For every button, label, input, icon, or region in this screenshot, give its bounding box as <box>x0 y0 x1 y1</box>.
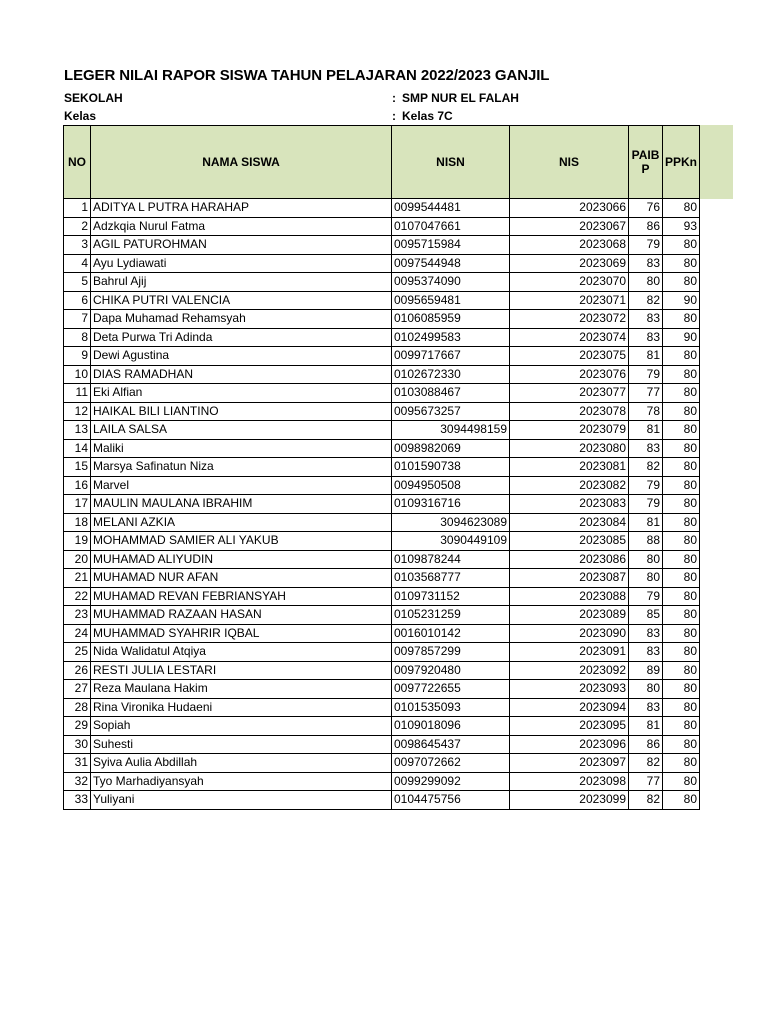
student-name-cell: Yuliyani <box>91 791 392 810</box>
nis-cell: 2023089 <box>510 606 629 625</box>
student-name-cell: MUHAMMAD SYAHRIR IQBAL <box>91 624 392 643</box>
nis-cell: 2023079 <box>510 421 629 440</box>
row-number-cell: 27 <box>64 680 91 699</box>
ppkn-score-cell: 80 <box>663 643 700 662</box>
nis-cell: 2023068 <box>510 236 629 255</box>
nisn-cell: 0101590738 <box>392 458 510 477</box>
ppkn-score-cell: 80 <box>663 698 700 717</box>
row-number-cell: 8 <box>64 328 91 347</box>
nis-cell: 2023092 <box>510 661 629 680</box>
table-row <box>64 458 700 477</box>
paibp-score-cell: 83 <box>629 643 663 662</box>
ppkn-score-cell: 80 <box>663 550 700 569</box>
paibp-score-cell: 83 <box>629 254 663 273</box>
nisn-cell: 0095374090 <box>392 273 510 292</box>
nisn-cell: 0099717667 <box>392 347 510 366</box>
nisn-cell: 0106085959 <box>392 310 510 329</box>
nisn-cell: 3094623089 <box>392 513 510 532</box>
column-header-paibp: PAIBP <box>629 126 663 199</box>
nis-cell: 2023070 <box>510 273 629 292</box>
nis-cell: 2023071 <box>510 291 629 310</box>
nis-cell: 2023076 <box>510 365 629 384</box>
table-row <box>64 476 700 495</box>
nisn-cell: 0095659481 <box>392 291 510 310</box>
column-header-ppkn: PPKn <box>663 126 700 199</box>
row-number-cell: 31 <box>64 754 91 773</box>
ppkn-score-cell: 80 <box>663 236 700 255</box>
table-row <box>64 735 700 754</box>
ppkn-score-cell: 80 <box>663 458 700 477</box>
paibp-score-cell: 79 <box>629 476 663 495</box>
ppkn-score-cell: 80 <box>663 735 700 754</box>
row-number-cell: 12 <box>64 402 91 421</box>
paibp-score-cell: 81 <box>629 513 663 532</box>
table-row <box>64 606 700 625</box>
nisn-cell: 0102672330 <box>392 365 510 384</box>
nis-cell: 2023075 <box>510 347 629 366</box>
ppkn-score-cell: 80 <box>663 569 700 588</box>
table-row <box>64 532 700 551</box>
row-number-cell: 19 <box>64 532 91 551</box>
student-name-cell: Deta Purwa Tri Adinda <box>91 328 392 347</box>
table-row <box>64 754 700 773</box>
school-label: SEKOLAH <box>64 91 123 105</box>
row-number-cell: 26 <box>64 661 91 680</box>
paibp-score-cell: 83 <box>629 698 663 717</box>
paibp-score-cell: 79 <box>629 495 663 514</box>
row-number-cell: 25 <box>64 643 91 662</box>
ppkn-score-cell: 80 <box>663 310 700 329</box>
nis-cell: 2023081 <box>510 458 629 477</box>
school-value: SMP NUR EL FALAH <box>402 91 519 105</box>
student-name-cell: Nida Walidatul Atqiya <box>91 643 392 662</box>
student-name-cell: Sopiah <box>91 717 392 736</box>
table-row <box>64 421 700 440</box>
student-name-cell: Tyo Marhadiyansyah <box>91 772 392 791</box>
nisn-cell: 3094498159 <box>392 421 510 440</box>
nis-cell: 2023082 <box>510 476 629 495</box>
paibp-score-cell: 82 <box>629 291 663 310</box>
nis-cell: 2023074 <box>510 328 629 347</box>
ppkn-score-cell: 80 <box>663 439 700 458</box>
student-name-cell: Suhesti <box>91 735 392 754</box>
row-number-cell: 21 <box>64 569 91 588</box>
nisn-cell: 0104475756 <box>392 791 510 810</box>
table-row <box>64 661 700 680</box>
nisn-cell: 0094950508 <box>392 476 510 495</box>
nisn-cell: 0016010142 <box>392 624 510 643</box>
paibp-score-cell: 77 <box>629 384 663 403</box>
nisn-cell: 0098645437 <box>392 735 510 754</box>
table-row <box>64 402 700 421</box>
student-name-cell: Syiva Aulia Abdillah <box>91 754 392 773</box>
nisn-cell: 0103568777 <box>392 569 510 588</box>
class-label: Kelas <box>64 109 97 123</box>
row-number-cell: 4 <box>64 254 91 273</box>
nis-cell: 2023083 <box>510 495 629 514</box>
paibp-score-cell: 89 <box>629 661 663 680</box>
paibp-score-cell: 77 <box>629 772 663 791</box>
row-number-cell: 22 <box>64 587 91 606</box>
nis-cell: 2023086 <box>510 550 629 569</box>
table-row <box>64 328 700 347</box>
student-name-cell: Rina Vironika Hudaeni <box>91 698 392 717</box>
student-name-cell: Reza Maulana Hakim <box>91 680 392 699</box>
nis-cell: 2023093 <box>510 680 629 699</box>
row-number-cell: 20 <box>64 550 91 569</box>
nis-cell: 2023091 <box>510 643 629 662</box>
column-header-name: NAMA SISWA <box>91 126 392 199</box>
table-row <box>64 791 700 810</box>
row-number-cell: 24 <box>64 624 91 643</box>
column-header-nis: NIS <box>510 126 629 199</box>
nisn-cell: 0097544948 <box>392 254 510 273</box>
nis-cell: 2023097 <box>510 754 629 773</box>
table-row <box>64 236 700 255</box>
column-header-nisn: NISN <box>392 126 510 199</box>
table-row <box>64 772 700 791</box>
nisn-cell: 0109316716 <box>392 495 510 514</box>
nisn-cell: 0103088467 <box>392 384 510 403</box>
ppkn-score-cell: 80 <box>663 772 700 791</box>
ppkn-score-cell: 80 <box>663 587 700 606</box>
nis-cell: 2023077 <box>510 384 629 403</box>
ppkn-score-cell: 80 <box>663 754 700 773</box>
nisn-cell: 0109018096 <box>392 717 510 736</box>
nis-cell: 2023084 <box>510 513 629 532</box>
nisn-cell: 0109731152 <box>392 587 510 606</box>
ppkn-score-cell: 80 <box>663 513 700 532</box>
table-row <box>64 291 700 310</box>
ppkn-score-cell: 93 <box>663 217 700 236</box>
paibp-score-cell: 82 <box>629 458 663 477</box>
paibp-score-cell: 79 <box>629 236 663 255</box>
ppkn-score-cell: 80 <box>663 384 700 403</box>
table-row <box>64 217 700 236</box>
row-number-cell: 15 <box>64 458 91 477</box>
table-row <box>64 347 700 366</box>
table-row <box>64 495 700 514</box>
paibp-score-cell: 83 <box>629 328 663 347</box>
paibp-score-cell: 80 <box>629 550 663 569</box>
paibp-score-cell: 81 <box>629 347 663 366</box>
student-name-cell: Marsya Safinatun Niza <box>91 458 392 477</box>
ppkn-score-cell: 80 <box>663 347 700 366</box>
ppkn-score-cell: 80 <box>663 273 700 292</box>
student-name-cell: MUHAMAD NUR AFAN <box>91 569 392 588</box>
ppkn-score-cell: 80 <box>663 476 700 495</box>
nis-cell: 2023090 <box>510 624 629 643</box>
nisn-cell: 0097072662 <box>392 754 510 773</box>
nis-cell: 2023072 <box>510 310 629 329</box>
table-row <box>64 365 700 384</box>
nisn-cell: 0099544481 <box>392 199 510 218</box>
paibp-score-cell: 83 <box>629 310 663 329</box>
row-number-cell: 9 <box>64 347 91 366</box>
nis-cell: 2023080 <box>510 439 629 458</box>
nisn-cell: 0101535093 <box>392 698 510 717</box>
table-row <box>64 254 700 273</box>
ppkn-score-cell: 80 <box>663 532 700 551</box>
student-name-cell: DIAS RAMADHAN <box>91 365 392 384</box>
nis-cell: 2023078 <box>510 402 629 421</box>
nis-cell: 2023095 <box>510 717 629 736</box>
student-name-cell: HAIKAL BILI LIANTINO <box>91 402 392 421</box>
paibp-score-cell: 78 <box>629 402 663 421</box>
table-row <box>64 587 700 606</box>
column-header-no: NO <box>64 126 91 199</box>
row-number-cell: 2 <box>64 217 91 236</box>
ppkn-score-cell: 80 <box>663 199 700 218</box>
nis-cell: 2023099 <box>510 791 629 810</box>
paibp-score-cell: 83 <box>629 624 663 643</box>
row-number-cell: 32 <box>64 772 91 791</box>
nisn-cell: 0105231259 <box>392 606 510 625</box>
student-name-cell: LAILA SALSA <box>91 421 392 440</box>
row-number-cell: 5 <box>64 273 91 292</box>
row-number-cell: 1 <box>64 199 91 218</box>
ppkn-score-cell: 80 <box>663 624 700 643</box>
student-name-cell: MOHAMMAD SAMIER ALI YAKUB <box>91 532 392 551</box>
row-number-cell: 14 <box>64 439 91 458</box>
paibp-score-cell: 83 <box>629 439 663 458</box>
nisn-cell: 0095673257 <box>392 402 510 421</box>
student-name-cell: Maliki <box>91 439 392 458</box>
student-name-cell: MELANI AZKIA <box>91 513 392 532</box>
row-number-cell: 18 <box>64 513 91 532</box>
nis-cell: 2023098 <box>510 772 629 791</box>
paibp-score-cell: 81 <box>629 717 663 736</box>
paibp-score-cell: 82 <box>629 754 663 773</box>
table-row <box>64 569 700 588</box>
student-name-cell: MUHAMAD ALIYUDIN <box>91 550 392 569</box>
row-number-cell: 3 <box>64 236 91 255</box>
nis-cell: 2023096 <box>510 735 629 754</box>
row-number-cell: 29 <box>64 717 91 736</box>
paibp-score-cell: 86 <box>629 217 663 236</box>
table-row <box>64 717 700 736</box>
student-name-cell: Dapa Muhamad Rehamsyah <box>91 310 392 329</box>
class-colon: : <box>392 109 396 123</box>
nisn-cell: 0099299092 <box>392 772 510 791</box>
student-name-cell: MUHAMMAD RAZAAN HASAN <box>91 606 392 625</box>
ppkn-score-cell: 80 <box>663 606 700 625</box>
row-number-cell: 7 <box>64 310 91 329</box>
nis-cell: 2023094 <box>510 698 629 717</box>
row-number-cell: 16 <box>64 476 91 495</box>
row-number-cell: 17 <box>64 495 91 514</box>
nisn-cell: 0107047661 <box>392 217 510 236</box>
student-name-cell: CHIKA PUTRI VALENCIA <box>91 291 392 310</box>
ppkn-score-cell: 80 <box>663 680 700 699</box>
ppkn-score-cell: 90 <box>663 328 700 347</box>
student-name-cell: MUHAMAD REVAN FEBRIANSYAH <box>91 587 392 606</box>
nis-cell: 2023066 <box>510 199 629 218</box>
grade-ledger-table <box>63 125 700 810</box>
nisn-cell: 0097722655 <box>392 680 510 699</box>
table-row <box>64 199 700 218</box>
table-row <box>64 680 700 699</box>
student-name-cell: RESTI JULIA LESTARI <box>91 661 392 680</box>
student-name-cell: MAULIN MAULANA IBRAHIM <box>91 495 392 514</box>
student-name-cell: Eki Alfian <box>91 384 392 403</box>
nis-cell: 2023085 <box>510 532 629 551</box>
row-number-cell: 33 <box>64 791 91 810</box>
class-value: Kelas 7C <box>402 109 453 123</box>
table-header-row <box>64 126 700 199</box>
row-number-cell: 30 <box>64 735 91 754</box>
nisn-cell: 0097920480 <box>392 661 510 680</box>
table-row <box>64 624 700 643</box>
document-title: LEGER NILAI RAPOR SISWA TAHUN PELAJARAN 2022/2023 GANJIL <box>64 67 550 84</box>
table-body <box>64 199 700 810</box>
paibp-score-cell: 79 <box>629 365 663 384</box>
table-row <box>64 698 700 717</box>
paibp-score-cell: 85 <box>629 606 663 625</box>
nisn-cell: 0109878244 <box>392 550 510 569</box>
row-number-cell: 11 <box>64 384 91 403</box>
table-row <box>64 439 700 458</box>
row-number-cell: 6 <box>64 291 91 310</box>
nis-cell: 2023067 <box>510 217 629 236</box>
table-row <box>64 310 700 329</box>
ppkn-score-cell: 80 <box>663 421 700 440</box>
paibp-score-cell: 82 <box>629 791 663 810</box>
nis-cell: 2023087 <box>510 569 629 588</box>
school-colon: : <box>392 91 396 105</box>
nisn-cell: 0095715984 <box>392 236 510 255</box>
table-row <box>64 550 700 569</box>
student-name-cell: Ayu Lydiawati <box>91 254 392 273</box>
ppkn-score-cell: 80 <box>663 254 700 273</box>
student-name-cell: ADITYA L PUTRA HARAHAP <box>91 199 392 218</box>
ppkn-score-cell: 90 <box>663 291 700 310</box>
nisn-cell: 3090449109 <box>392 532 510 551</box>
student-name-cell: AGIL PATUROHMAN <box>91 236 392 255</box>
nisn-cell: 0097857299 <box>392 643 510 662</box>
paibp-score-cell: 80 <box>629 273 663 292</box>
paibp-score-cell: 80 <box>629 569 663 588</box>
paibp-score-cell: 88 <box>629 532 663 551</box>
ppkn-score-cell: 80 <box>663 791 700 810</box>
row-number-cell: 23 <box>64 606 91 625</box>
paibp-score-cell: 86 <box>629 735 663 754</box>
header-fill-extension <box>697 125 733 199</box>
nis-cell: 2023069 <box>510 254 629 273</box>
student-name-cell: Adzkqia Nurul Fatma <box>91 217 392 236</box>
ppkn-score-cell: 80 <box>663 661 700 680</box>
ppkn-score-cell: 80 <box>663 717 700 736</box>
table-row <box>64 273 700 292</box>
student-name-cell: Marvel <box>91 476 392 495</box>
table-row <box>64 384 700 403</box>
student-name-cell: Bahrul Ajij <box>91 273 392 292</box>
table-row <box>64 643 700 662</box>
ppkn-score-cell: 80 <box>663 365 700 384</box>
row-number-cell: 28 <box>64 698 91 717</box>
paibp-score-cell: 80 <box>629 680 663 699</box>
ppkn-score-cell: 80 <box>663 495 700 514</box>
ppkn-score-cell: 80 <box>663 402 700 421</box>
table-row <box>64 513 700 532</box>
student-name-cell: Dewi Agustina <box>91 347 392 366</box>
paibp-score-cell: 81 <box>629 421 663 440</box>
row-number-cell: 13 <box>64 421 91 440</box>
paibp-score-cell: 76 <box>629 199 663 218</box>
paibp-score-cell: 79 <box>629 587 663 606</box>
row-number-cell: 10 <box>64 365 91 384</box>
nis-cell: 2023088 <box>510 587 629 606</box>
nisn-cell: 0102499583 <box>392 328 510 347</box>
nisn-cell: 0098982069 <box>392 439 510 458</box>
